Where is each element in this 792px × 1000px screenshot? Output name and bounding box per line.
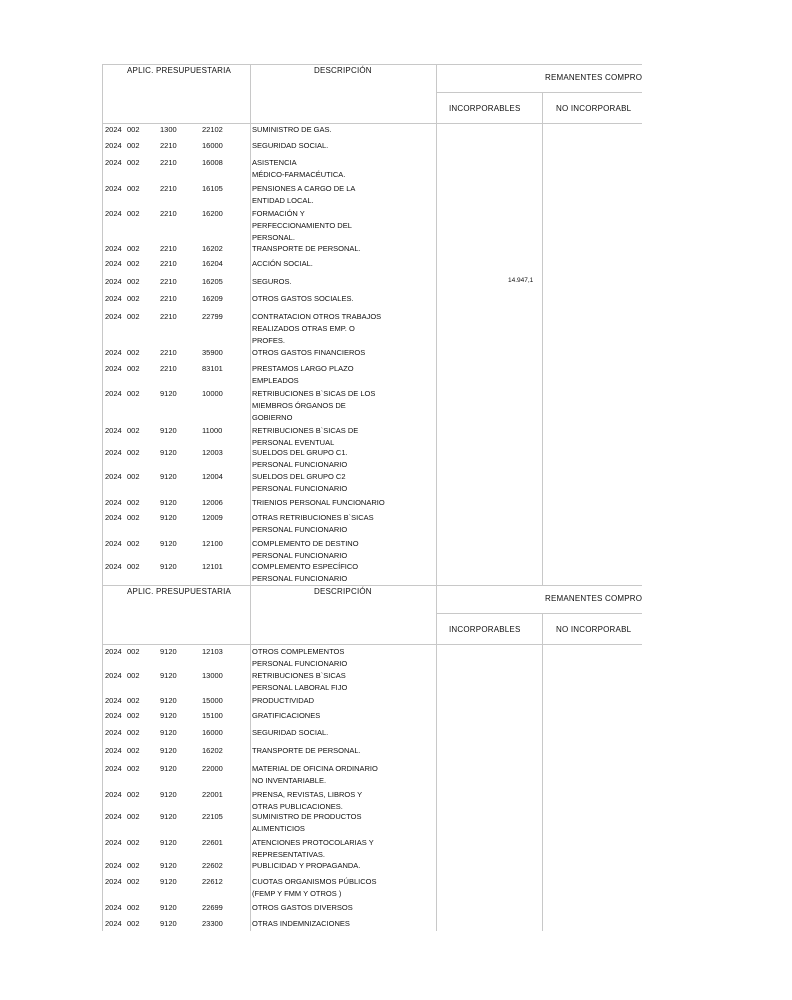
description-continuation: NO INVENTARIABLE. bbox=[252, 776, 327, 785]
year-cell: 2024 bbox=[105, 764, 122, 773]
header-aplic-presupuestaria: APLIC. PRESUPUESTARIA bbox=[127, 66, 232, 75]
description-cell: SUELDOS DEL GRUPO C1. bbox=[252, 448, 348, 457]
program-code-cell: 2210 bbox=[160, 259, 177, 268]
organic-code-cell: 002 bbox=[127, 647, 140, 656]
program-code-cell: 9120 bbox=[160, 671, 177, 680]
table-row bbox=[102, 158, 442, 170]
description-continuation: PERSONAL FUNCIONARIO bbox=[252, 574, 348, 583]
organic-code-cell: 002 bbox=[127, 764, 140, 773]
organic-code-cell: 002 bbox=[127, 448, 140, 457]
economic-code-cell: 16008 bbox=[202, 158, 223, 167]
description-continuation: PERSONAL LABORAL FIJO bbox=[252, 683, 348, 692]
description-continuation: PROFES. bbox=[252, 336, 285, 345]
table-row bbox=[102, 790, 442, 802]
year-cell: 2024 bbox=[105, 746, 122, 755]
program-code-cell: 2210 bbox=[160, 348, 177, 357]
table-row bbox=[102, 209, 442, 221]
program-code-cell: 2210 bbox=[160, 209, 177, 218]
year-cell: 2024 bbox=[105, 498, 122, 507]
description-continuation: PERSONAL FUNCIONARIO bbox=[252, 659, 348, 668]
program-code-cell: 9120 bbox=[160, 790, 177, 799]
description-cell: OTROS GASTOS FINANCIEROS bbox=[252, 348, 366, 357]
description-cell: SUELDOS DEL GRUPO C2 bbox=[252, 472, 346, 481]
description-cell: RETRIBUCIONES B`SICAS DE bbox=[252, 426, 359, 435]
description-continuation: PERSONAL FUNCIONARIO bbox=[252, 525, 348, 534]
program-code-cell: 2210 bbox=[160, 312, 177, 321]
description-cell: FORMACIÓN Y bbox=[252, 209, 305, 218]
organic-code-cell: 002 bbox=[127, 426, 140, 435]
organic-code-cell: 002 bbox=[127, 184, 140, 193]
economic-code-cell: 22102 bbox=[202, 125, 223, 134]
description-cell: SEGURIDAD SOCIAL. bbox=[252, 728, 329, 737]
description-cell: PRESTAMOS LARGO PLAZO bbox=[252, 364, 354, 373]
description-cell: CUOTAS ORGANISMOS PÚBLICOS bbox=[252, 877, 377, 886]
economic-code-cell: 35900 bbox=[202, 348, 223, 357]
economic-code-cell: 22105 bbox=[202, 812, 223, 821]
year-cell: 2024 bbox=[105, 877, 122, 886]
header-descripcion: DESCRIPCIÓN bbox=[314, 587, 372, 596]
economic-code-cell: 12006 bbox=[202, 498, 223, 507]
year-cell: 2024 bbox=[105, 539, 122, 548]
organic-code-cell: 002 bbox=[127, 861, 140, 870]
description-cell: PRENSA, REVISTAS, LIBROS Y bbox=[252, 790, 363, 799]
organic-code-cell: 002 bbox=[127, 348, 140, 357]
table-row bbox=[102, 389, 442, 401]
organic-code-cell: 002 bbox=[127, 389, 140, 398]
program-code-cell: 9120 bbox=[160, 647, 177, 656]
description-continuation: REPRESENTATIVAS. bbox=[252, 850, 325, 859]
table-row bbox=[102, 348, 442, 360]
description-cell: PUBLICIDAD Y PROPAGANDA. bbox=[252, 861, 361, 870]
program-code-cell: 2210 bbox=[160, 244, 177, 253]
table-row bbox=[102, 671, 442, 683]
description-cell: ACCIÓN SOCIAL. bbox=[252, 259, 313, 268]
year-cell: 2024 bbox=[105, 562, 122, 571]
budget-table-section-1 bbox=[102, 64, 642, 585]
table-row bbox=[102, 448, 442, 460]
description-cell: GRATIFICACIONES bbox=[252, 711, 321, 720]
organic-code-cell: 002 bbox=[127, 919, 140, 928]
table-row bbox=[102, 364, 442, 376]
table-row bbox=[102, 647, 442, 659]
program-code-cell: 9120 bbox=[160, 448, 177, 457]
economic-code-cell: 12103 bbox=[202, 647, 223, 656]
description-continuation: PERSONAL FUNCIONARIO bbox=[252, 460, 348, 469]
organic-code-cell: 002 bbox=[127, 539, 140, 548]
table-row bbox=[102, 562, 442, 574]
program-code-cell: 2210 bbox=[160, 364, 177, 373]
incorporables-amount: 14.947,1 bbox=[508, 277, 534, 284]
economic-code-cell: 16105 bbox=[202, 184, 223, 193]
table-row bbox=[102, 728, 442, 740]
economic-code-cell: 22601 bbox=[202, 838, 223, 847]
header-descripcion: DESCRIPCIÓN bbox=[314, 66, 372, 75]
organic-code-cell: 002 bbox=[127, 562, 140, 571]
year-cell: 2024 bbox=[105, 389, 122, 398]
economic-code-cell: 15100 bbox=[202, 711, 223, 720]
table-row bbox=[102, 861, 442, 873]
economic-code-cell: 22799 bbox=[202, 312, 223, 321]
economic-code-cell: 16000 bbox=[202, 728, 223, 737]
economic-code-cell: 83101 bbox=[202, 364, 223, 373]
table-row bbox=[102, 711, 442, 723]
description-cell: TRIENIOS PERSONAL FUNCIONARIO bbox=[252, 498, 385, 507]
table-row bbox=[102, 312, 442, 324]
program-code-cell: 9120 bbox=[160, 877, 177, 886]
year-cell: 2024 bbox=[105, 141, 122, 150]
program-code-cell: 9120 bbox=[160, 562, 177, 571]
economic-code-cell: 12101 bbox=[202, 562, 223, 571]
organic-code-cell: 002 bbox=[127, 158, 140, 167]
description-continuation: EMPLEADOS bbox=[252, 376, 299, 385]
economic-code-cell: 22602 bbox=[202, 861, 223, 870]
description-cell: ASISTENCIA bbox=[252, 158, 297, 167]
program-code-cell: 2210 bbox=[160, 184, 177, 193]
header-no-incorporables: NO INCORPORABL bbox=[556, 625, 632, 634]
description-continuation: MIEMBROS ÓRGANOS DE bbox=[252, 401, 346, 410]
year-cell: 2024 bbox=[105, 125, 122, 134]
program-code-cell: 9120 bbox=[160, 539, 177, 548]
program-code-cell: 9120 bbox=[160, 838, 177, 847]
year-cell: 2024 bbox=[105, 158, 122, 167]
description-cell: SEGURIDAD SOCIAL. bbox=[252, 141, 329, 150]
economic-code-cell: 15000 bbox=[202, 696, 223, 705]
column-divider bbox=[542, 613, 543, 931]
year-cell: 2024 bbox=[105, 671, 122, 680]
description-cell: PENSIONES A CARGO DE LA bbox=[252, 184, 356, 193]
description-continuation: PERSONAL. bbox=[252, 233, 295, 242]
table-row bbox=[102, 696, 442, 708]
organic-code-cell: 002 bbox=[127, 671, 140, 680]
economic-code-cell: 23300 bbox=[202, 919, 223, 928]
economic-code-cell: 16200 bbox=[202, 209, 223, 218]
description-cell: CONTRATACION OTROS TRABAJOS bbox=[252, 312, 382, 321]
program-code-cell: 2210 bbox=[160, 141, 177, 150]
organic-code-cell: 002 bbox=[127, 141, 140, 150]
header-remanentes-compro: REMANENTES COMPRO bbox=[545, 73, 643, 82]
table-row bbox=[102, 472, 442, 484]
economic-code-cell: 13000 bbox=[202, 671, 223, 680]
program-code-cell: 9120 bbox=[160, 903, 177, 912]
table-row bbox=[102, 919, 442, 931]
table-row bbox=[102, 277, 442, 289]
header-incorporables: INCORPORABLES bbox=[449, 625, 521, 634]
program-code-cell: 9120 bbox=[160, 746, 177, 755]
economic-code-cell: 12003 bbox=[202, 448, 223, 457]
year-cell: 2024 bbox=[105, 903, 122, 912]
description-cell: OTROS COMPLEMENTOS bbox=[252, 647, 345, 656]
description-cell: TRANSPORTE DE PERSONAL. bbox=[252, 746, 361, 755]
year-cell: 2024 bbox=[105, 919, 122, 928]
organic-code-cell: 002 bbox=[127, 838, 140, 847]
description-continuation: REALIZADOS OTRAS EMP. O bbox=[252, 324, 355, 333]
year-cell: 2024 bbox=[105, 448, 122, 457]
table-row bbox=[102, 812, 442, 824]
description-cell: ATENCIONES PROTOCOLARIAS Y bbox=[252, 838, 374, 847]
description-cell: OTRAS INDEMNIZACIONES bbox=[252, 919, 350, 928]
organic-code-cell: 002 bbox=[127, 812, 140, 821]
year-cell: 2024 bbox=[105, 696, 122, 705]
organic-code-cell: 002 bbox=[127, 728, 140, 737]
table-row bbox=[102, 294, 442, 306]
year-cell: 2024 bbox=[105, 861, 122, 870]
table-row bbox=[102, 426, 442, 438]
organic-code-cell: 002 bbox=[127, 209, 140, 218]
organic-code-cell: 002 bbox=[127, 277, 140, 286]
program-code-cell: 9120 bbox=[160, 696, 177, 705]
description-cell: PRODUCTIVIDAD bbox=[252, 696, 315, 705]
organic-code-cell: 002 bbox=[127, 244, 140, 253]
organic-code-cell: 002 bbox=[127, 259, 140, 268]
program-code-cell: 9120 bbox=[160, 472, 177, 481]
economic-code-cell: 10000 bbox=[202, 389, 223, 398]
economic-code-cell: 22000 bbox=[202, 764, 223, 773]
economic-code-cell: 12009 bbox=[202, 513, 223, 522]
budget-table-section-2 bbox=[102, 585, 642, 931]
organic-code-cell: 002 bbox=[127, 513, 140, 522]
header-bottom-border bbox=[102, 123, 642, 124]
table-row bbox=[102, 539, 442, 551]
table-row bbox=[102, 184, 442, 196]
economic-code-cell: 16204 bbox=[202, 259, 223, 268]
year-cell: 2024 bbox=[105, 209, 122, 218]
table-row bbox=[102, 838, 442, 850]
organic-code-cell: 002 bbox=[127, 312, 140, 321]
economic-code-cell: 16209 bbox=[202, 294, 223, 303]
year-cell: 2024 bbox=[105, 426, 122, 435]
economic-code-cell: 22612 bbox=[202, 877, 223, 886]
table-row bbox=[102, 877, 442, 889]
description-cell: SUMINISTRO DE GAS. bbox=[252, 125, 332, 134]
description-cell: MATERIAL DE OFICINA ORDINARIO bbox=[252, 764, 378, 773]
year-cell: 2024 bbox=[105, 472, 122, 481]
year-cell: 2024 bbox=[105, 812, 122, 821]
description-cell: SEGUROS. bbox=[252, 277, 292, 286]
organic-code-cell: 002 bbox=[127, 711, 140, 720]
organic-code-cell: 002 bbox=[127, 125, 140, 134]
year-cell: 2024 bbox=[105, 838, 122, 847]
year-cell: 2024 bbox=[105, 277, 122, 286]
description-cell: SUMINISTRO DE PRODUCTOS bbox=[252, 812, 362, 821]
economic-code-cell: 16205 bbox=[202, 277, 223, 286]
program-code-cell: 9120 bbox=[160, 426, 177, 435]
year-cell: 2024 bbox=[105, 184, 122, 193]
economic-code-cell: 12004 bbox=[202, 472, 223, 481]
table-row bbox=[102, 746, 442, 758]
economic-code-cell: 16202 bbox=[202, 746, 223, 755]
header-bottom-border bbox=[102, 644, 642, 645]
table-row bbox=[102, 141, 442, 153]
table-row bbox=[102, 498, 442, 510]
program-code-cell: 9120 bbox=[160, 919, 177, 928]
program-code-cell: 9120 bbox=[160, 728, 177, 737]
organic-code-cell: 002 bbox=[127, 294, 140, 303]
organic-code-cell: 002 bbox=[127, 790, 140, 799]
organic-code-cell: 002 bbox=[127, 903, 140, 912]
program-code-cell: 9120 bbox=[160, 764, 177, 773]
table-row bbox=[102, 764, 442, 776]
description-continuation: PERFECCIONAMIENTO DEL bbox=[252, 221, 352, 230]
program-code-cell: 9120 bbox=[160, 711, 177, 720]
column-divider bbox=[542, 92, 543, 585]
table-row bbox=[102, 513, 442, 525]
organic-code-cell: 002 bbox=[127, 696, 140, 705]
year-cell: 2024 bbox=[105, 259, 122, 268]
year-cell: 2024 bbox=[105, 244, 122, 253]
year-cell: 2024 bbox=[105, 647, 122, 656]
description-continuation: ENTIDAD LOCAL. bbox=[252, 196, 314, 205]
description-cell: RETRIBUCIONES B`SICAS DE LOS bbox=[252, 389, 376, 398]
organic-code-cell: 002 bbox=[127, 877, 140, 886]
year-cell: 2024 bbox=[105, 294, 122, 303]
header-divider bbox=[436, 92, 642, 93]
program-code-cell: 9120 bbox=[160, 513, 177, 522]
program-code-cell: 9120 bbox=[160, 498, 177, 507]
year-cell: 2024 bbox=[105, 728, 122, 737]
description-continuation: PERSONAL FUNCIONARIO bbox=[252, 551, 348, 560]
economic-code-cell: 22001 bbox=[202, 790, 223, 799]
economic-code-cell: 16202 bbox=[202, 244, 223, 253]
description-cell: OTRAS RETRIBUCIONES B`SICAS bbox=[252, 513, 374, 522]
description-continuation: PERSONAL FUNCIONARIO bbox=[252, 484, 348, 493]
organic-code-cell: 002 bbox=[127, 472, 140, 481]
organic-code-cell: 002 bbox=[127, 364, 140, 373]
year-cell: 2024 bbox=[105, 364, 122, 373]
program-code-cell: 9120 bbox=[160, 861, 177, 870]
organic-code-cell: 002 bbox=[127, 498, 140, 507]
description-continuation: PERSONAL EVENTUAL bbox=[252, 438, 335, 447]
year-cell: 2024 bbox=[105, 711, 122, 720]
description-cell: COMPLEMENTO ESPECÍFICO bbox=[252, 562, 359, 571]
header-no-incorporables: NO INCORPORABL bbox=[556, 104, 632, 113]
economic-code-cell: 16000 bbox=[202, 141, 223, 150]
year-cell: 2024 bbox=[105, 312, 122, 321]
program-code-cell: 2210 bbox=[160, 277, 177, 286]
table-row bbox=[102, 903, 442, 915]
economic-code-cell: 22699 bbox=[202, 903, 223, 912]
description-continuation: ALIMENTICIOS bbox=[252, 824, 305, 833]
year-cell: 2024 bbox=[105, 513, 122, 522]
program-code-cell: 2210 bbox=[160, 158, 177, 167]
header-aplic-presupuestaria: APLIC. PRESUPUESTARIA bbox=[127, 587, 232, 596]
table-border-top bbox=[102, 64, 642, 65]
economic-code-cell: 11000 bbox=[202, 426, 223, 435]
header-incorporables: INCORPORABLES bbox=[449, 104, 521, 113]
description-cell: COMPLEMENTO DE DESTINO bbox=[252, 539, 359, 548]
economic-code-cell: 12100 bbox=[202, 539, 223, 548]
description-cell: TRANSPORTE DE PERSONAL. bbox=[252, 244, 361, 253]
header-divider bbox=[436, 613, 642, 614]
year-cell: 2024 bbox=[105, 348, 122, 357]
description-continuation: OTRAS PUBLICACIONES. bbox=[252, 802, 343, 811]
description-cell: RETRIBUCIONES B`SICAS bbox=[252, 671, 346, 680]
description-continuation: GOBIERNO bbox=[252, 413, 293, 422]
table-row bbox=[102, 125, 442, 137]
description-cell: OTROS GASTOS SOCIALES. bbox=[252, 294, 354, 303]
program-code-cell: 1300 bbox=[160, 125, 177, 134]
description-continuation: MÉDICO-FARMACÉUTICA. bbox=[252, 170, 346, 179]
program-code-cell: 9120 bbox=[160, 812, 177, 821]
description-cell: OTROS GASTOS DIVERSOS bbox=[252, 903, 353, 912]
organic-code-cell: 002 bbox=[127, 746, 140, 755]
program-code-cell: 2210 bbox=[160, 294, 177, 303]
table-border-top bbox=[102, 585, 642, 586]
description-continuation: (FEMP Y FMM Y OTROS ) bbox=[252, 889, 342, 898]
table-row bbox=[102, 259, 442, 271]
year-cell: 2024 bbox=[105, 790, 122, 799]
header-remanentes-compro: REMANENTES COMPRO bbox=[545, 594, 643, 603]
table-row bbox=[102, 244, 442, 256]
program-code-cell: 9120 bbox=[160, 389, 177, 398]
